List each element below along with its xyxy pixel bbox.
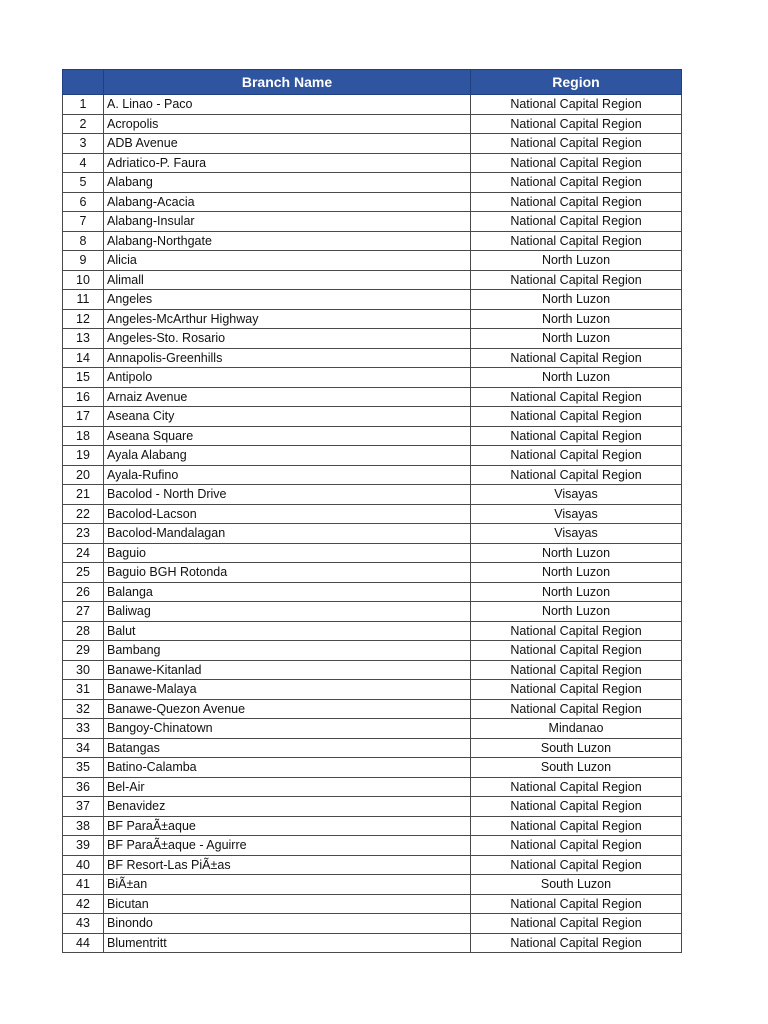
region-cell: National Capital Region bbox=[471, 153, 682, 173]
region-cell: National Capital Region bbox=[471, 231, 682, 251]
region-cell: National Capital Region bbox=[471, 855, 682, 875]
table-row bbox=[63, 894, 682, 914]
table-row bbox=[63, 426, 682, 446]
branch-name-cell: Bel-Air bbox=[104, 777, 471, 797]
region-cell: National Capital Region bbox=[471, 114, 682, 134]
row-number: 44 bbox=[63, 933, 104, 953]
region-cell: National Capital Region bbox=[471, 797, 682, 817]
region-cell: South Luzon bbox=[471, 738, 682, 758]
region-cell: North Luzon bbox=[471, 602, 682, 622]
table-row bbox=[63, 446, 682, 466]
table-body bbox=[63, 95, 682, 953]
row-number: 3 bbox=[63, 134, 104, 154]
branch-name-cell: Benavidez bbox=[104, 797, 471, 817]
region-cell: North Luzon bbox=[471, 309, 682, 329]
row-number: 34 bbox=[63, 738, 104, 758]
region-cell: National Capital Region bbox=[471, 348, 682, 368]
region-cell: National Capital Region bbox=[471, 134, 682, 154]
region-cell: National Capital Region bbox=[471, 407, 682, 427]
row-number: 22 bbox=[63, 504, 104, 524]
region-cell: National Capital Region bbox=[471, 933, 682, 953]
row-number: 2 bbox=[63, 114, 104, 134]
row-number: 12 bbox=[63, 309, 104, 329]
region-cell: National Capital Region bbox=[471, 465, 682, 485]
branch-name-cell: Blumentritt bbox=[104, 933, 471, 953]
row-number: 15 bbox=[63, 368, 104, 388]
region-cell: North Luzon bbox=[471, 290, 682, 310]
branch-name-cell: Bambang bbox=[104, 641, 471, 661]
row-number: 41 bbox=[63, 875, 104, 895]
row-number: 38 bbox=[63, 816, 104, 836]
branch-name-cell: Bacolod - North Drive bbox=[104, 485, 471, 505]
row-number: 10 bbox=[63, 270, 104, 290]
table-row bbox=[63, 270, 682, 290]
table-row bbox=[63, 699, 682, 719]
region-cell: National Capital Region bbox=[471, 777, 682, 797]
row-number: 13 bbox=[63, 329, 104, 349]
table-row bbox=[63, 621, 682, 641]
branch-name-cell: Banawe-Malaya bbox=[104, 680, 471, 700]
row-number: 26 bbox=[63, 582, 104, 602]
table-row bbox=[63, 680, 682, 700]
table-row bbox=[63, 504, 682, 524]
row-number: 24 bbox=[63, 543, 104, 563]
table-row bbox=[63, 134, 682, 154]
region-cell: National Capital Region bbox=[471, 446, 682, 466]
row-number: 29 bbox=[63, 641, 104, 661]
row-number: 35 bbox=[63, 758, 104, 778]
branch-name-cell: Alabang-Northgate bbox=[104, 231, 471, 251]
table-row bbox=[63, 543, 682, 563]
row-number: 14 bbox=[63, 348, 104, 368]
region-cell: National Capital Region bbox=[471, 192, 682, 212]
region-cell: North Luzon bbox=[471, 543, 682, 563]
table-row bbox=[63, 387, 682, 407]
row-number: 19 bbox=[63, 446, 104, 466]
row-number: 6 bbox=[63, 192, 104, 212]
branch-name-cell: Balut bbox=[104, 621, 471, 641]
row-number: 16 bbox=[63, 387, 104, 407]
row-number: 9 bbox=[63, 251, 104, 271]
row-number: 25 bbox=[63, 563, 104, 583]
row-number: 5 bbox=[63, 173, 104, 193]
table-row bbox=[63, 777, 682, 797]
branch-name-cell: Ayala Alabang bbox=[104, 446, 471, 466]
table-row bbox=[63, 738, 682, 758]
table-row bbox=[63, 465, 682, 485]
table-row bbox=[63, 192, 682, 212]
table-row bbox=[63, 641, 682, 661]
row-number: 36 bbox=[63, 777, 104, 797]
table-header bbox=[63, 70, 682, 95]
row-number: 23 bbox=[63, 524, 104, 544]
table-row bbox=[63, 758, 682, 778]
row-number: 11 bbox=[63, 290, 104, 310]
branch-name-cell: Annapolis-Greenhills bbox=[104, 348, 471, 368]
region-cell: North Luzon bbox=[471, 582, 682, 602]
table-row bbox=[63, 95, 682, 115]
table-row bbox=[63, 836, 682, 856]
region-cell: National Capital Region bbox=[471, 426, 682, 446]
branch-name-cell: Angeles-McArthur Highway bbox=[104, 309, 471, 329]
row-number: 21 bbox=[63, 485, 104, 505]
region-cell: Visayas bbox=[471, 504, 682, 524]
branch-name-cell: Bicutan bbox=[104, 894, 471, 914]
row-number: 18 bbox=[63, 426, 104, 446]
branch-name-cell: Binondo bbox=[104, 914, 471, 934]
region-cell: North Luzon bbox=[471, 251, 682, 271]
table-row bbox=[63, 407, 682, 427]
branch-name-cell: Arnaiz Avenue bbox=[104, 387, 471, 407]
table-row bbox=[63, 173, 682, 193]
table-row bbox=[63, 251, 682, 271]
region-cell: South Luzon bbox=[471, 875, 682, 895]
branch-name-cell: Banawe-Quezon Avenue bbox=[104, 699, 471, 719]
row-number: 37 bbox=[63, 797, 104, 817]
header-number bbox=[63, 70, 104, 95]
branch-name-cell: Bacolod-Mandalagan bbox=[104, 524, 471, 544]
region-cell: National Capital Region bbox=[471, 270, 682, 290]
region-cell: North Luzon bbox=[471, 329, 682, 349]
branch-name-cell: Bangoy-Chinatown bbox=[104, 719, 471, 739]
row-number: 42 bbox=[63, 894, 104, 914]
row-number: 33 bbox=[63, 719, 104, 739]
branch-name-cell: BF ParaÃ±aque bbox=[104, 816, 471, 836]
table-row bbox=[63, 485, 682, 505]
region-cell: National Capital Region bbox=[471, 914, 682, 934]
region-cell: National Capital Region bbox=[471, 660, 682, 680]
branch-name-cell: Ayala-Rufino bbox=[104, 465, 471, 485]
table-row bbox=[63, 329, 682, 349]
table-row bbox=[63, 933, 682, 953]
row-number: 31 bbox=[63, 680, 104, 700]
branch-name-cell: Baguio BGH Rotonda bbox=[104, 563, 471, 583]
region-cell: National Capital Region bbox=[471, 894, 682, 914]
branch-name-cell: BF ParaÃ±aque - Aguirre bbox=[104, 836, 471, 856]
table-row bbox=[63, 212, 682, 232]
row-number: 27 bbox=[63, 602, 104, 622]
branch-name-cell: Aseana City bbox=[104, 407, 471, 427]
row-number: 28 bbox=[63, 621, 104, 641]
branch-name-cell: Bacolod-Lacson bbox=[104, 504, 471, 524]
region-cell: National Capital Region bbox=[471, 836, 682, 856]
table-row bbox=[63, 914, 682, 934]
region-cell: National Capital Region bbox=[471, 621, 682, 641]
branch-name-cell: Adriatico-P. Faura bbox=[104, 153, 471, 173]
row-number: 4 bbox=[63, 153, 104, 173]
branch-name-cell: BiÃ±an bbox=[104, 875, 471, 895]
row-number: 32 bbox=[63, 699, 104, 719]
branch-name-cell: BF Resort-Las PiÃ±as bbox=[104, 855, 471, 875]
branch-name-cell: Alabang-Insular bbox=[104, 212, 471, 232]
table-row bbox=[63, 875, 682, 895]
table-row bbox=[63, 582, 682, 602]
region-cell: National Capital Region bbox=[471, 699, 682, 719]
branch-name-cell: Alabang bbox=[104, 173, 471, 193]
row-number: 39 bbox=[63, 836, 104, 856]
row-number: 7 bbox=[63, 212, 104, 232]
table-row bbox=[63, 563, 682, 583]
table-row bbox=[63, 816, 682, 836]
header-region: Region bbox=[471, 70, 682, 95]
branch-name-cell: Baliwag bbox=[104, 602, 471, 622]
branch-name-cell: Batangas bbox=[104, 738, 471, 758]
branch-name-cell: Angeles bbox=[104, 290, 471, 310]
row-number: 40 bbox=[63, 855, 104, 875]
table-row bbox=[63, 114, 682, 134]
header-branch-name: Branch Name bbox=[104, 70, 471, 95]
branch-name-cell: A. Linao - Paco bbox=[104, 95, 471, 115]
branch-name-cell: Angeles-Sto. Rosario bbox=[104, 329, 471, 349]
branch-name-cell: Balanga bbox=[104, 582, 471, 602]
row-number: 8 bbox=[63, 231, 104, 251]
region-cell: North Luzon bbox=[471, 563, 682, 583]
branch-name-cell: Baguio bbox=[104, 543, 471, 563]
table-row bbox=[63, 797, 682, 817]
table-row bbox=[63, 348, 682, 368]
row-number: 1 bbox=[63, 95, 104, 115]
region-cell: North Luzon bbox=[471, 368, 682, 388]
table-row bbox=[63, 660, 682, 680]
branch-name-cell: Banawe-Kitanlad bbox=[104, 660, 471, 680]
table-row bbox=[63, 309, 682, 329]
region-cell: National Capital Region bbox=[471, 641, 682, 661]
row-number: 43 bbox=[63, 914, 104, 934]
branch-name-cell: ADB Avenue bbox=[104, 134, 471, 154]
branch-name-cell: Antipolo bbox=[104, 368, 471, 388]
branch-name-cell: Aseana Square bbox=[104, 426, 471, 446]
region-cell: Mindanao bbox=[471, 719, 682, 739]
region-cell: National Capital Region bbox=[471, 387, 682, 407]
region-cell: National Capital Region bbox=[471, 95, 682, 115]
table-row bbox=[63, 153, 682, 173]
table-row bbox=[63, 855, 682, 875]
region-cell: South Luzon bbox=[471, 758, 682, 778]
region-cell: Visayas bbox=[471, 485, 682, 505]
table-row bbox=[63, 231, 682, 251]
region-cell: National Capital Region bbox=[471, 680, 682, 700]
branch-name-cell: Alicia bbox=[104, 251, 471, 271]
table-row bbox=[63, 524, 682, 544]
region-cell: National Capital Region bbox=[471, 816, 682, 836]
branch-name-cell: Batino-Calamba bbox=[104, 758, 471, 778]
table-row bbox=[63, 602, 682, 622]
row-number: 20 bbox=[63, 465, 104, 485]
table-row bbox=[63, 719, 682, 739]
branch-name-cell: Acropolis bbox=[104, 114, 471, 134]
region-cell: National Capital Region bbox=[471, 212, 682, 232]
table-row bbox=[63, 368, 682, 388]
region-cell: Visayas bbox=[471, 524, 682, 544]
row-number: 30 bbox=[63, 660, 104, 680]
branch-name-cell: Alimall bbox=[104, 270, 471, 290]
branch-table bbox=[62, 69, 682, 953]
branch-name-cell: Alabang-Acacia bbox=[104, 192, 471, 212]
header-row bbox=[63, 70, 682, 95]
row-number: 17 bbox=[63, 407, 104, 427]
region-cell: National Capital Region bbox=[471, 173, 682, 193]
table-row bbox=[63, 290, 682, 310]
